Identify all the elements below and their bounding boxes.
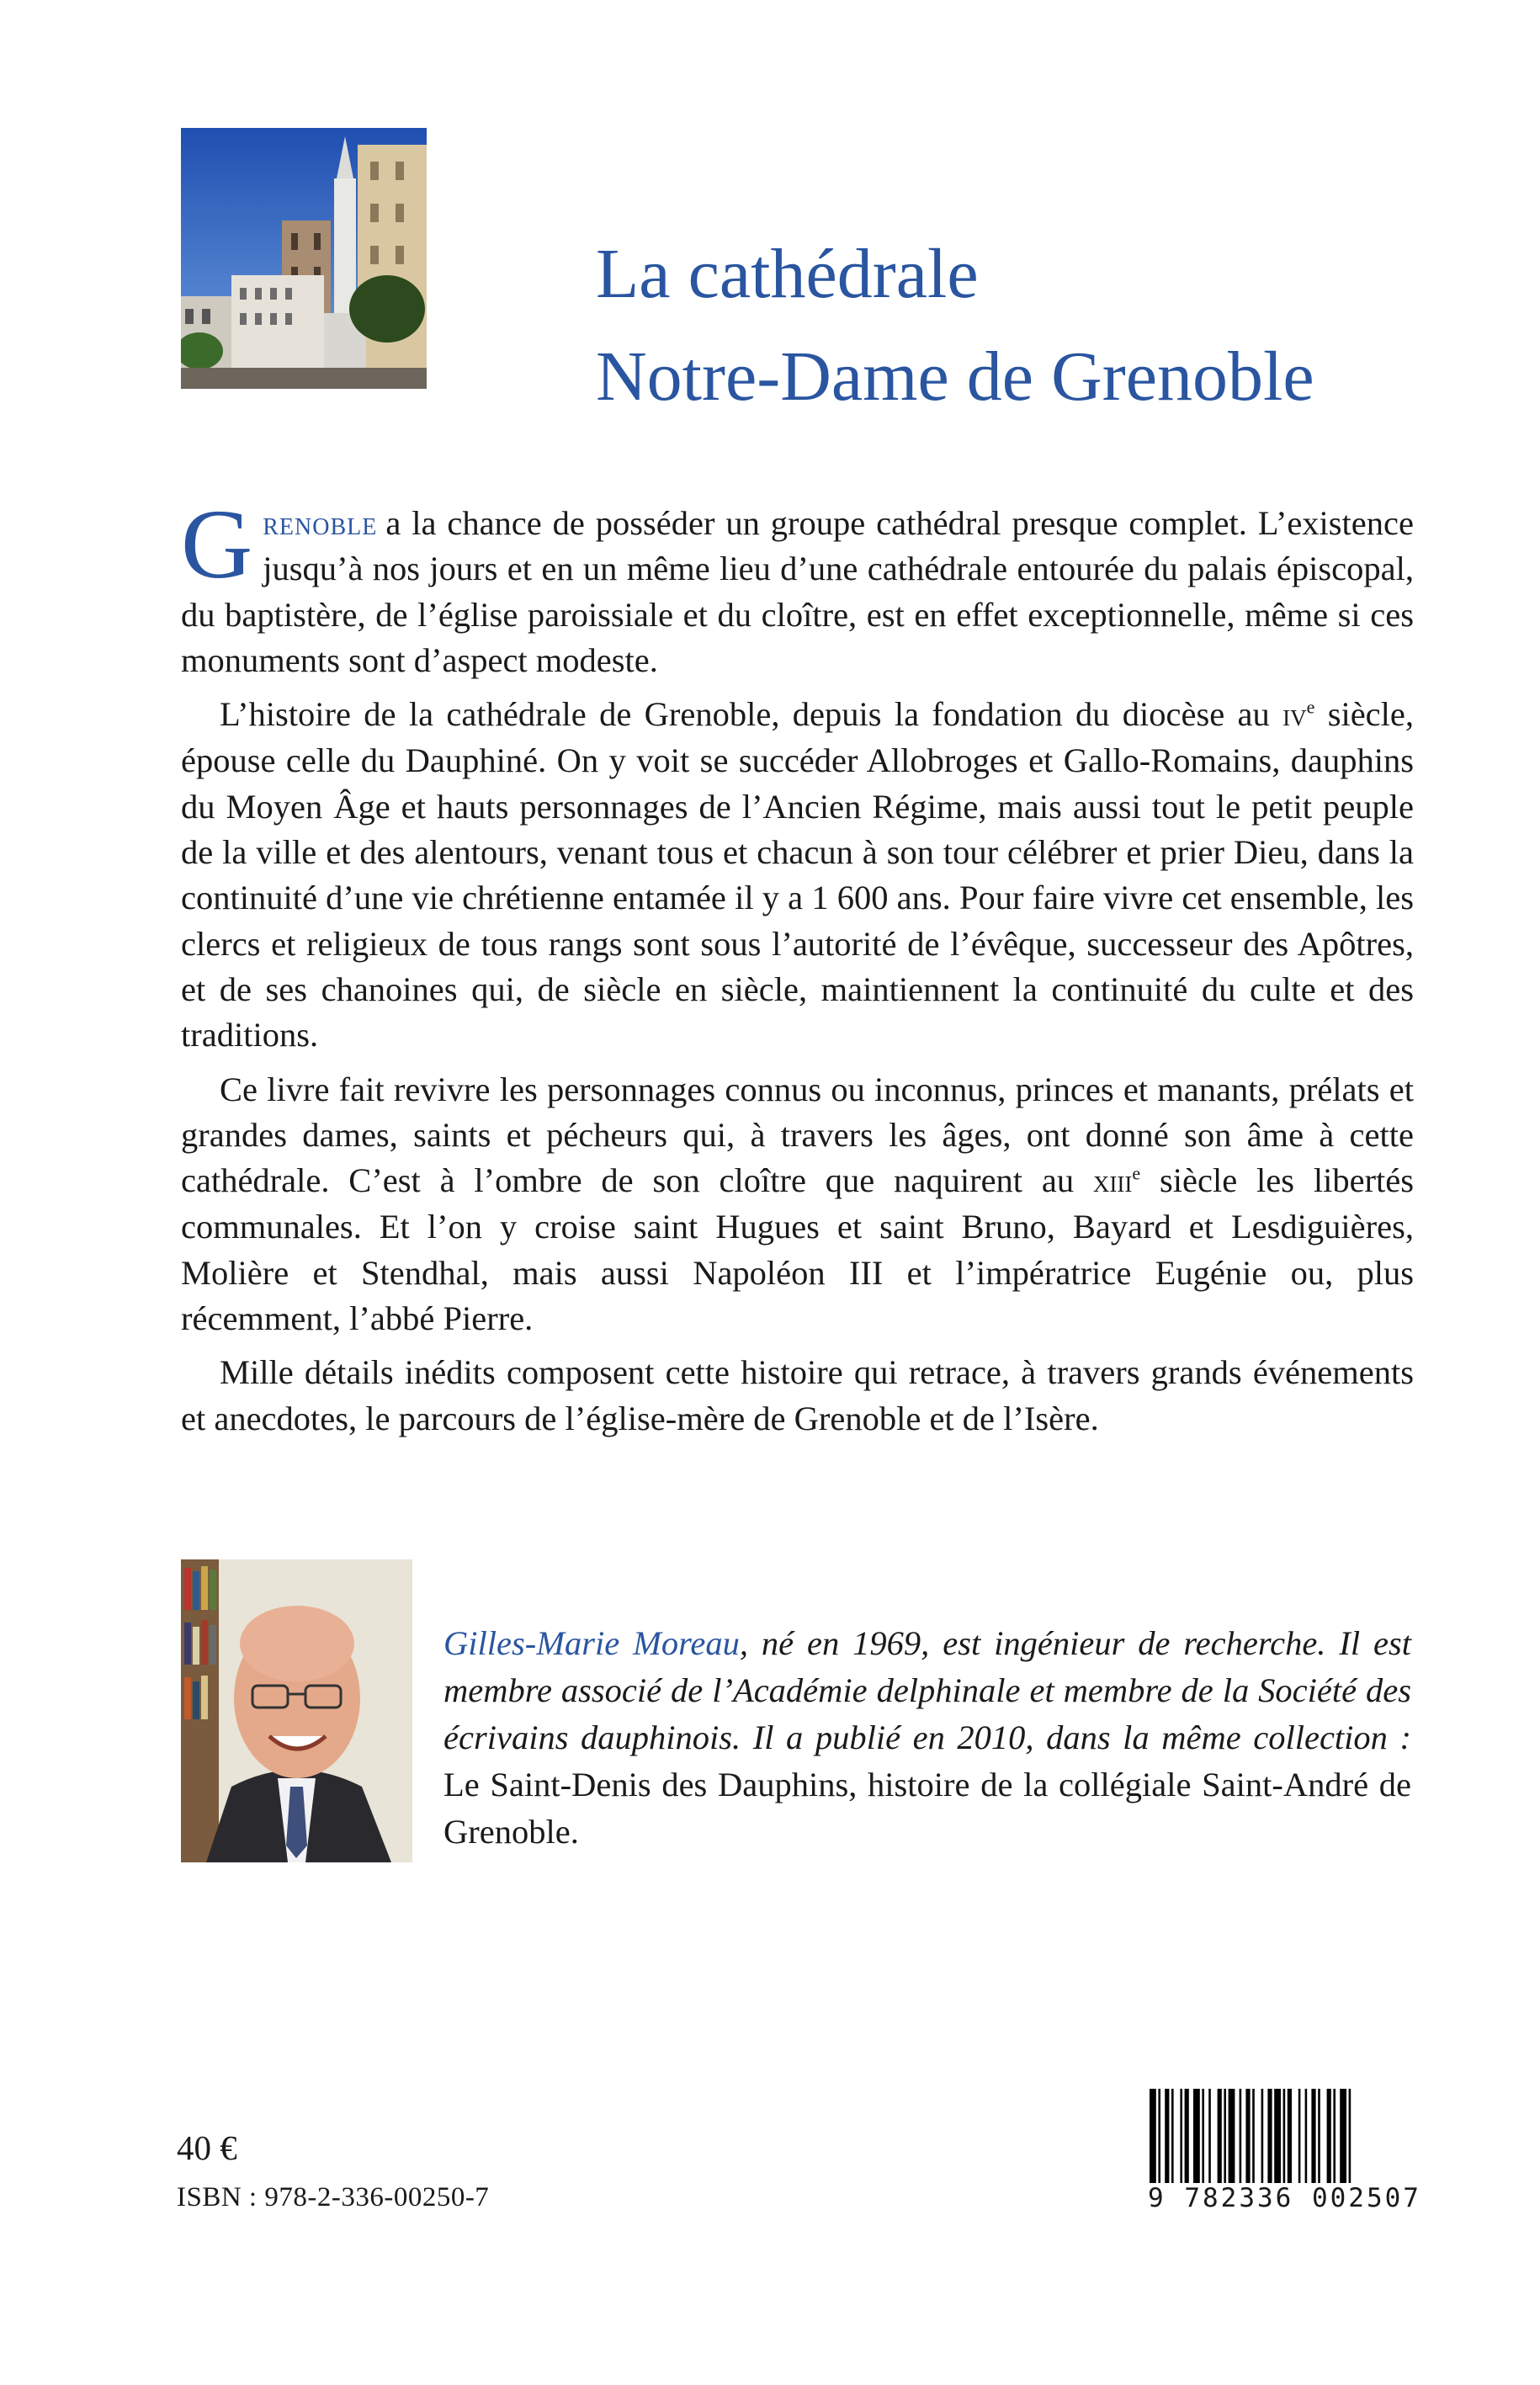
barcode-bar [1224,2089,1226,2183]
barcode-bar [1267,2089,1272,2183]
author-bio-italic: , né en 1969, est ingénieur de recherche. Il est membre associé de l’Académie delphinale et membre de la Société des écrivains dauphinois. Il a publié en 2010, dans la même collection : [443,1624,1411,1756]
barcode-bar [1274,2089,1281,2183]
century-superscript: e [1306,696,1315,718]
barcode-bar [1333,2089,1336,2183]
barcode-bar [1171,2089,1174,2183]
paragraph-3-part-2: siècle les libertés communales. Et l’on y croise saint Hugues et saint Bruno, Bayard et Lesdiguières, Molière et Stendhal, mais aussi Napoléon III et l’impératrice Eugénie ou, plus récemment, l’abbé Pierre. [181,1161,1415,1338]
barcode-bar [1283,2089,1286,2183]
barcode-bar [1298,2089,1301,2183]
century-numeral: xiii [1092,1164,1133,1200]
barcode-bar [1180,2089,1182,2183]
century-numeral: iv [1282,698,1307,734]
barcode-bar [1158,2089,1160,2183]
author-name: Gilles-Marie Moreau [443,1624,740,1662]
century-superscript: e [1132,1162,1141,1184]
barcode-digits: 9 782336 002507 [1144,2183,1430,2213]
barcode-bar [1261,2089,1264,2183]
blurb-paragraph-3 [181,1067,1414,1342]
barcode-bar [1245,2089,1250,2183]
paragraph-2-part-2: siècle, épouse celle du Dauphiné. On y voit se succéder Allobroges et Gallo-Romains, dauphins du Moyen Âge et hauts personnages de l’Ancien Régime, mais aussi tout le petit peuple de la ville et des alentours, venant tous et chacun à son tour célébrer et prier Dieu, dans la continuité d’une vie chrétienne entamée il y a 1 600 ans. Pour faire vivre cet ensemble, les clercs et religieux de tous rangs sont sous l’autorité de l’évêque, successeur des Apôtres, et de ses chanoines qui, de siècle en siècle, maintiennent la continuité du culte et des traditions. [181,695,1415,1054]
barcode-bar [1150,2089,1156,2183]
barcode-bar [1311,2089,1315,2183]
blurb-paragraph-2 [181,692,1414,1058]
barcode-bar [1305,2089,1308,2183]
blurb-paragraph-1 [181,489,1414,683]
barcode-bar [1252,2089,1255,2183]
barcode-bar [1318,2089,1320,2183]
author-bio [443,1620,1411,1856]
barcode-bar [1165,2089,1169,2183]
isbn: ISBN : 978-2-336-00250-7 [177,2182,490,2212]
drop-cap: G [181,489,253,599]
lead-word: renoble [263,504,378,542]
barcode-bar [1208,2089,1211,2183]
barcode-bar [1218,2089,1222,2183]
paragraph-2-part-1: L’histoire de la cathédrale de Grenoble, depuis la fondation du diocèse au [220,695,1270,734]
price: 40 € [177,2128,237,2167]
paragraph-3-part-1: Ce livre fait revivre les personnages connus ou inconnus, princes et manants, prélats et grandes dames, saints et pécheurs qui, à travers les âges, ont donné son âme à cette cathédrale. C’est à l’ombre de son cloître que naquirent au [181,1070,1414,1200]
barcode-bar [1327,2089,1331,2183]
blurb [181,489,1415,1450]
barcode-bar [1202,2089,1204,2183]
barcode-bar [1288,2089,1292,2183]
barcode-bar [1185,2089,1189,2183]
author-book-title: Le Saint-Denis des Dauphins, histoire de la collégiale Saint-André de Grenoble. [443,1766,1411,1851]
book-title [596,223,1471,428]
cathedral-photo [181,128,427,389]
title-line-2: Notre-Dame de Grenoble [596,337,1314,416]
barcode-bar [1340,2089,1346,2183]
author-photo [181,1559,412,1862]
barcode-bar [1193,2089,1200,2183]
barcode-bar [1349,2089,1351,2183]
barcode-bar [1229,2089,1235,2183]
paragraph-1-text: a la chance de posséder un groupe cathédral presque complet. L’existence jusqu’à nos jours et en un même lieu d’une cathédrale entourée du palais épiscopal, du baptistère, de l’église paroissiale et du cloître, est en effet exceptionnelle, même si ces monuments sont d’aspect modeste. [181,504,1414,679]
blurb-paragraph-4: Mille détails inédits composent cette histoire qui retrace, à travers grands événements et anecdotes, le parcours de l’église-mère de Grenoble et de l’Isère. [181,1353,1414,1437]
title-line-1: La cathédrale [596,235,979,313]
barcode-bar [1240,2089,1242,2183]
